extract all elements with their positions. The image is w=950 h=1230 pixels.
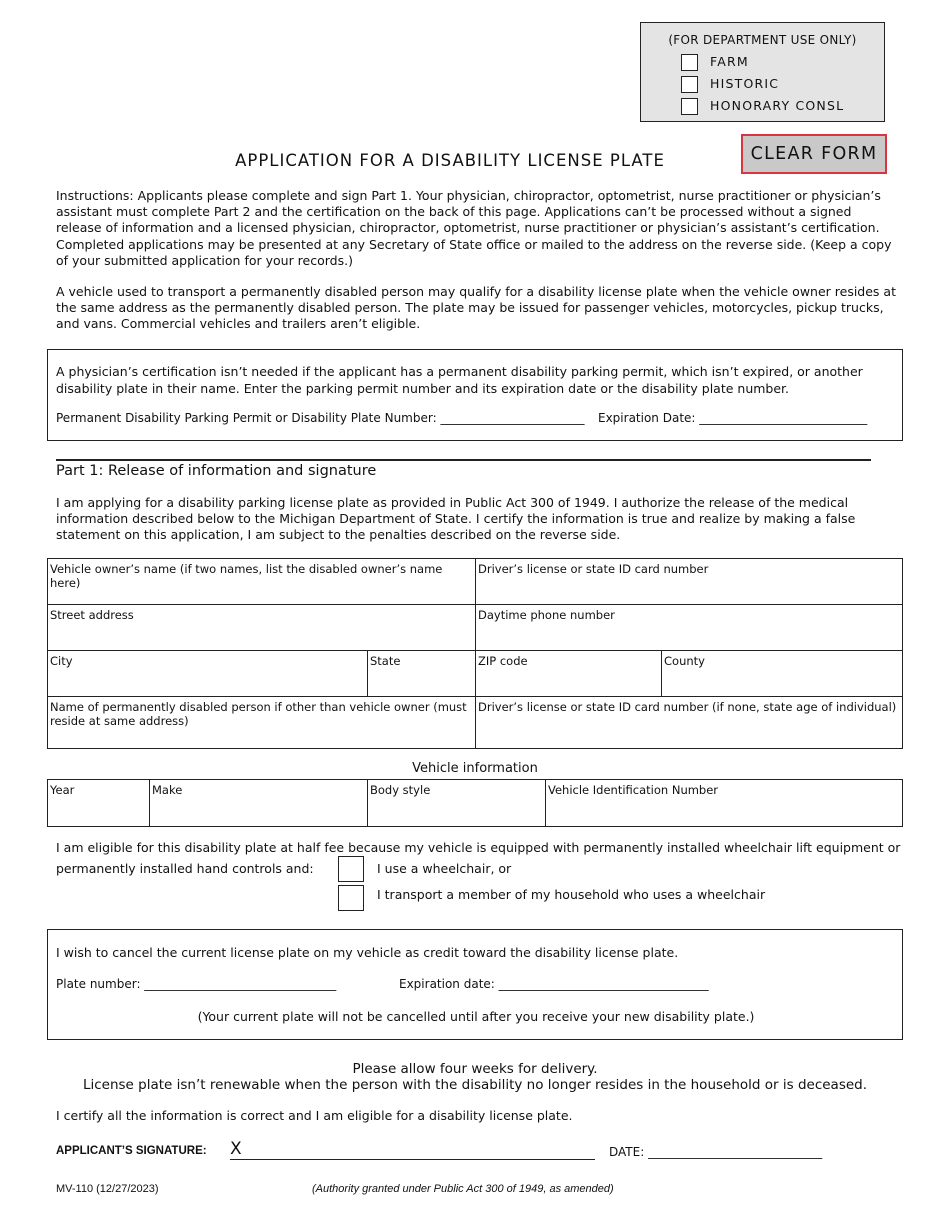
authority-note: (Authority granted under Public Act 300 of 1949, as amended) xyxy=(312,1183,614,1195)
street-address-field[interactable]: Street address xyxy=(48,605,476,651)
owner-info-table xyxy=(47,558,903,749)
driver-license-field[interactable]: Driver’s license or state ID card number xyxy=(476,559,903,605)
historic-option[interactable]: HISTORIC xyxy=(681,76,779,93)
daytime-phone-field[interactable]: Daytime phone number xyxy=(476,605,903,651)
signature-field[interactable] xyxy=(230,1139,595,1160)
disabled-person-license-field[interactable]: Driver’s license or state ID card number (if none, state age of individual) xyxy=(476,697,903,749)
instructions-text: Instructions: Applicants please complete and sign Part 1. Your physician, chiropractor, optometrist, nurse practitioner or physician’s assistant must complete Part 2 and the certification on the back of this page. Applications can’t be processed without a signed release of information and a licensed physician, chiropractor, optometrist, nurse practitioner or physician’s assistant’s certification. Completed applications may be presented at any Secretary of State office or mailed to the address on the reverse side. (Keep a copy of your submitted application for your records.) xyxy=(56,188,892,268)
signature-date-field[interactable]: DATE: _____________________________ xyxy=(609,1145,823,1159)
permit-number-field[interactable]: Permanent Disability Parking Permit or Disability Plate Number: ________________________ xyxy=(56,411,585,425)
county-field[interactable]: County xyxy=(662,651,903,697)
owner-name-field[interactable]: Vehicle owner’s name (if two names, list the disabled owner’s name here) xyxy=(48,559,476,605)
part1-heading: Part 1: Release of information and signature xyxy=(56,463,377,479)
half-fee-text-line2: permanently installed hand controls and: xyxy=(56,861,314,876)
vehicle-body-style-field[interactable]: Body style xyxy=(368,780,546,827)
cancel-plate-box xyxy=(47,929,903,1040)
household-wheelchair-option-label: I transport a member of my household who uses a wheelchair xyxy=(377,887,766,902)
city-field[interactable]: City xyxy=(48,651,368,697)
vehicle-vin-field[interactable]: Vehicle Identification Number xyxy=(546,780,903,827)
form-id: MV-110 (12/27/2023) xyxy=(56,1183,159,1195)
permit-expiration-field[interactable]: Expiration Date: ____________________________ xyxy=(598,411,868,425)
certify-statement: I certify all the information is correct and I am eligible for a disability license plate. xyxy=(56,1108,573,1123)
wheelchair-option-label: I use a wheelchair, or xyxy=(377,861,512,876)
signature-mark: X xyxy=(230,1139,242,1159)
cancel-note: (Your current plate will not be cancelled until after you receive your new disability plate.) xyxy=(197,1009,755,1024)
farm-option[interactable]: FARM xyxy=(681,54,749,71)
vehicle-info-heading: Vehicle information xyxy=(412,761,538,776)
wheelchair-checkbox[interactable] xyxy=(338,856,364,886)
zip-code-field[interactable]: ZIP code xyxy=(476,651,662,697)
state-field[interactable]: State xyxy=(368,651,476,697)
signature-label: APPLICANT’S SIGNATURE: xyxy=(56,1145,207,1157)
delivery-line2: License plate isn’t renewable when the person with the disability no longer resides in the household or is deceased. xyxy=(82,1077,868,1093)
page-title: APPLICATION FOR A DISABILITY LICENSE PLATE xyxy=(235,151,665,170)
part1-divider xyxy=(56,459,871,461)
vehicle-eligibility-text: A vehicle used to transport a permanently disabled person may qualify for a disability license plate when the vehicle owner resides at the same address as the permanently disabled person. The plate may be issued for passenger vehicles, motorcycles, pickup trucks, and vans. Commercial vehicles and trailers aren’t eligible. xyxy=(56,284,896,332)
vehicle-make-field[interactable]: Make xyxy=(150,780,368,827)
delivery-line1: Please allow four weeks for delivery. xyxy=(352,1061,598,1077)
historic-checkbox[interactable] xyxy=(681,76,698,93)
department-use-header: (FOR DEPARTMENT USE ONLY) xyxy=(668,33,857,47)
cancel-plate-text: I wish to cancel the current license plate on my vehicle as credit toward the disability license plate. xyxy=(56,945,679,960)
half-fee-text-line1: I am eligible for this disability plate at half fee because my vehicle is equipped with permanently installed wheelchair lift equipment or xyxy=(56,840,901,855)
permit-box-text: A physician’s certification isn’t needed if the applicant has a permanent disability parking permit, which isn’t expired, or another disability plate in their name. Enter the parking permit number and its expiration date or the disability plate number. xyxy=(56,364,863,396)
vehicle-year-field[interactable]: Year xyxy=(48,780,150,827)
honorary-consl-option[interactable]: HONORARY CONSL xyxy=(681,98,844,115)
department-use-box xyxy=(640,22,885,122)
vehicle-info-table xyxy=(47,779,903,827)
disabled-person-name-field[interactable]: Name of permanently disabled person if other than vehicle owner (must reside at same address) xyxy=(48,697,476,749)
household-wheelchair-checkbox[interactable] xyxy=(338,885,364,915)
permit-box xyxy=(47,349,903,441)
honorary-consl-checkbox[interactable] xyxy=(681,98,698,115)
plate-number-field[interactable]: Plate number: ________________________________ xyxy=(56,977,337,991)
farm-checkbox[interactable] xyxy=(681,54,698,71)
plate-expiration-field[interactable]: Expiration date: ___________________________________ xyxy=(399,977,709,991)
part1-text: I am applying for a disability parking license plate as provided in Public Act 300 of 1949. I authorize the release of the medical information described below to the Michigan Department of State. I certify the information is true and realize by making a false statement on this application, I am subject to the penalties described on the reverse side. xyxy=(56,495,856,543)
clear-form-button[interactable]: CLEAR FORM xyxy=(741,134,887,174)
